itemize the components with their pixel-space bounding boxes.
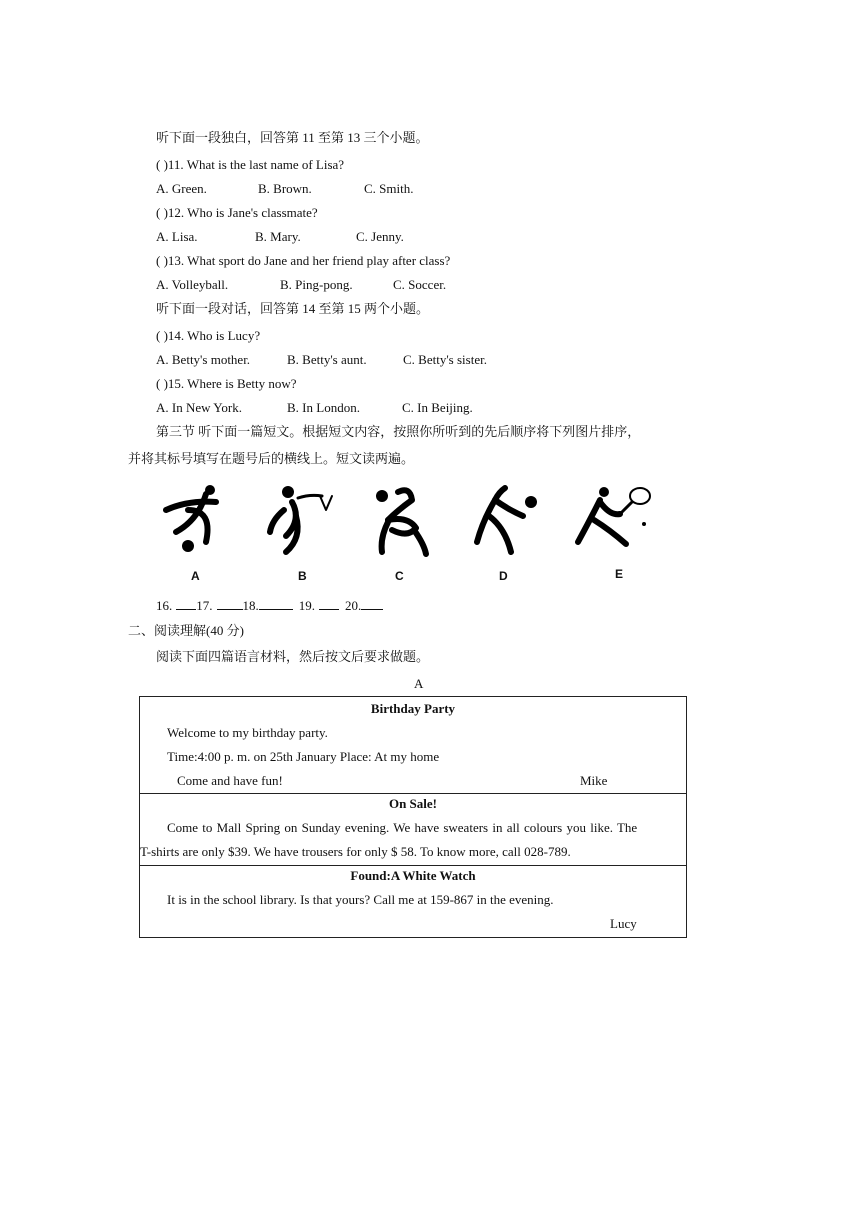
- section3-instruction-line2: 并将其标号填写在题号后的横线上。短文读两遍。: [128, 451, 415, 466]
- found-signature: Lucy: [610, 916, 637, 931]
- q15-option-a: A. In New York.: [156, 400, 242, 415]
- blank-17[interactable]: [217, 598, 243, 610]
- q14-option-a: A. Betty's mother.: [156, 352, 251, 367]
- birthday-signature: Mike: [580, 773, 608, 788]
- figure-label-b: B: [298, 569, 307, 583]
- question-15: ( )15. Where is Betty now?: [156, 376, 297, 391]
- q12-option-b: B. Mary.: [255, 229, 301, 244]
- blank-18-label: 18.: [242, 598, 259, 613]
- sport-pictogram-tennis: [570, 480, 670, 560]
- figure-label-c: C: [395, 569, 404, 583]
- blank-19-label: 19.: [298, 598, 315, 613]
- q14-option-b: B. Betty's aunt.: [287, 352, 367, 367]
- found-line1: It is in the school library. Is that yours? Call me at 159-867 in the evening.: [167, 892, 554, 907]
- found-watch-title: Found:A White Watch: [350, 868, 476, 883]
- blank-16[interactable]: [176, 598, 196, 610]
- birthday-line1: Welcome to my birthday party.: [167, 725, 328, 740]
- sale-line1: Come to Mall Spring on Sunday evening. We have sweaters in all colours you like. The: [167, 820, 638, 835]
- question-14: ( )14. Who is Lucy?: [156, 328, 261, 343]
- section3-instruction-line1: 第三节 听下面一篇短文。根据短文内容，按照你所听到的先后顺序将下列图片排序，: [156, 424, 641, 439]
- sport-pictogram-volleyball: [368, 480, 468, 560]
- blank-17-label: 17.: [196, 598, 213, 613]
- on-sale-notice: [139, 793, 687, 866]
- found-watch-notice: [139, 865, 687, 938]
- question-13: ( )13. What sport do Jane and her friend play after class?: [156, 253, 451, 268]
- q15-option-b: B. In London.: [287, 400, 360, 415]
- q11-option-b: B. Brown.: [258, 181, 312, 196]
- question-11: ( )11. What is the last name of Lisa?: [156, 157, 345, 172]
- sale-line2: T-shirts are only $39. We have trousers for only $ 58. To know more, call 028-789.: [140, 844, 571, 859]
- q12-option-c: C. Jenny.: [356, 229, 404, 244]
- q13-option-a: A. Volleyball.: [156, 277, 229, 292]
- section2-instruction: 听下面一段独白，回答第 11 至第 13 三个小题。: [156, 130, 429, 145]
- birthday-line2: Time:4:00 p. m. on 25th January Place: At my home: [167, 749, 440, 764]
- sport-pictogram-ping-pong: [465, 480, 565, 560]
- question-12: ( )12. Who is Jane's classmate?: [156, 205, 318, 220]
- q11-option-c: C. Smith.: [364, 181, 414, 196]
- q12-option-a: A. Lisa.: [156, 229, 198, 244]
- figure-label-d: D: [499, 569, 508, 583]
- sport-pictogram-soccer: [158, 480, 258, 560]
- q11-option-a: A. Green.: [156, 181, 207, 196]
- figure-label-e: E: [615, 567, 624, 581]
- q14-option-c: C. Betty's sister.: [403, 352, 487, 367]
- blank-16-label: 16.: [156, 598, 173, 613]
- q13-option-c: C. Soccer.: [393, 277, 447, 292]
- blank-19[interactable]: [319, 598, 339, 610]
- blank-20[interactable]: [361, 598, 383, 610]
- blank-20-label: 20.: [345, 598, 362, 613]
- birthday-party-title: Birthday Party: [370, 701, 456, 716]
- part2-heading: 二、阅读理解(40 分): [128, 623, 244, 638]
- answer-blanks: [156, 598, 383, 614]
- dialog-instruction: 听下面一段对话，回答第 14 至第 15 两个小题。: [156, 301, 430, 316]
- birthday-line3: Come and have fun!: [177, 773, 283, 788]
- part2-instruction: 阅读下面四篇语言材料，然后按文后要求做题。: [156, 649, 430, 664]
- on-sale-title: On Sale!: [388, 796, 438, 811]
- birthday-party-notice: [139, 696, 687, 794]
- q13-option-b: B. Ping-pong.: [280, 277, 353, 292]
- figure-label-a: A: [191, 569, 200, 583]
- q15-option-c: C. In Beijing.: [402, 400, 473, 415]
- blank-18[interactable]: [259, 598, 293, 610]
- sport-pictogram-basketball: [262, 480, 362, 560]
- passage-label: A: [414, 676, 424, 691]
